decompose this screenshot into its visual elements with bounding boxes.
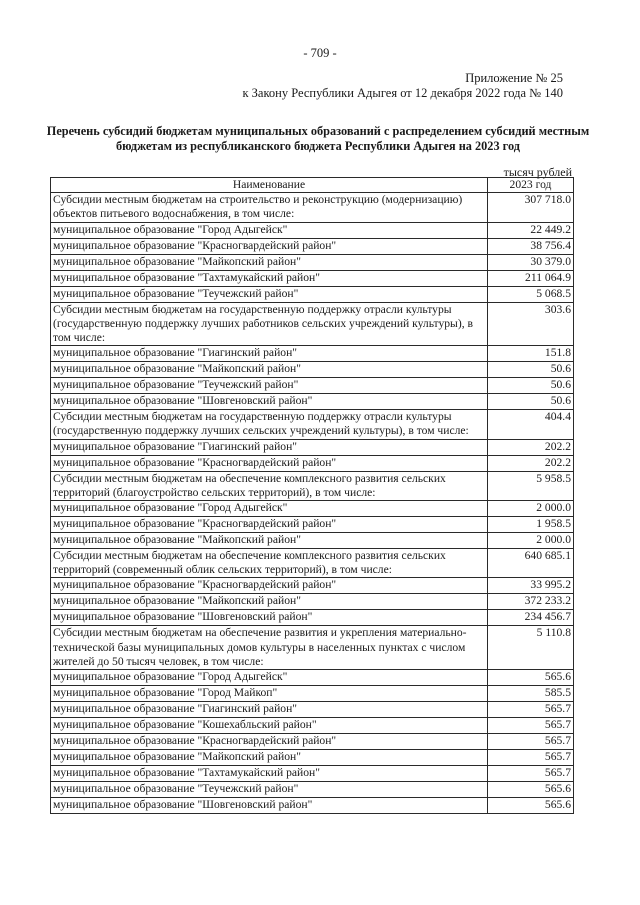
row-name: муниципальное образование "Майкопский район" [51, 533, 488, 549]
row-name: муниципальное образование "Город Адыгейск" [51, 670, 488, 686]
row-name: муниципальное образование "Шовгеновский район" [51, 798, 488, 814]
table-row [51, 410, 574, 439]
table-row [51, 270, 574, 286]
table-row [51, 254, 574, 270]
row-value: 50.6 [488, 378, 574, 394]
unit-label: тысяч рублей [503, 165, 572, 179]
table-row [51, 670, 574, 686]
row-name: муниципальное образование "Шовгеновский район" [51, 394, 488, 410]
table-row [51, 286, 574, 302]
row-value: 565.7 [488, 750, 574, 766]
row-value: 211 064.9 [488, 270, 574, 286]
row-name: муниципальное образование "Тахтамукайский район" [51, 766, 488, 782]
row-name: Субсидии местным бюджетам на обеспечение комплексного развития сельских территорий (современный облик сельских территорий), в том числе: [51, 549, 488, 578]
row-value: 565.6 [488, 798, 574, 814]
table-body [51, 193, 574, 814]
row-name: муниципальное образование "Гиагинский район" [51, 702, 488, 718]
row-name: Субсидии местным бюджетам на государственную поддержку отрасли культуры (государственную поддержку лучших работников сельских учреждений культуры), в том числе: [51, 302, 488, 346]
table-row [51, 594, 574, 610]
row-name: муниципальное образование "Город Адыгейск" [51, 501, 488, 517]
row-value: 640 685.1 [488, 549, 574, 578]
row-value: 372 233.2 [488, 594, 574, 610]
row-value: 565.7 [488, 766, 574, 782]
row-name: муниципальное образование "Тахтамукайский район" [51, 270, 488, 286]
row-value: 202.2 [488, 439, 574, 455]
row-value: 5 110.8 [488, 626, 574, 670]
row-value: 22 449.2 [488, 222, 574, 238]
row-name: муниципальное образование "Красногвардейский район" [51, 238, 488, 254]
column-header-name: Наименование [51, 178, 488, 193]
row-name: муниципальное образование "Шовгеновский район" [51, 610, 488, 626]
document-title: Перечень субсидий бюджетам муниципальных образований с распределением субсидий местным бюджетам из республиканского бюджета Республики Адыгея на 2023 год [46, 124, 590, 153]
row-value: 38 756.4 [488, 238, 574, 254]
row-name: муниципальное образование "Майкопский район" [51, 594, 488, 610]
row-value: 565.6 [488, 782, 574, 798]
row-value: 50.6 [488, 394, 574, 410]
row-value: 151.8 [488, 346, 574, 362]
table-row [51, 549, 574, 578]
row-value: 5 958.5 [488, 471, 574, 500]
table-row [51, 193, 574, 222]
subsidy-table [50, 177, 574, 814]
table-row [51, 378, 574, 394]
row-name: муниципальное образование "Красногвардейский район" [51, 455, 488, 471]
row-value: 565.6 [488, 670, 574, 686]
row-value: 202.2 [488, 455, 574, 471]
row-value: 30 379.0 [488, 254, 574, 270]
table-row [51, 750, 574, 766]
row-name: Субсидии местным бюджетам на строительство и реконструкцию (модернизацию) объектов питьевого водоснабжения, в том числе: [51, 193, 488, 222]
row-value: 565.7 [488, 734, 574, 750]
table-row [51, 578, 574, 594]
row-value: 565.7 [488, 702, 574, 718]
table-row [51, 302, 574, 346]
table-row [51, 238, 574, 254]
row-name: муниципальное образование "Красногвардейский район" [51, 734, 488, 750]
table-row [51, 394, 574, 410]
row-value: 33 995.2 [488, 578, 574, 594]
row-name: муниципальное образование "Майкопский район" [51, 254, 488, 270]
row-name: муниципальное образование "Красногвардейский район" [51, 517, 488, 533]
table-row [51, 782, 574, 798]
table-row [51, 455, 574, 471]
row-value: 303.6 [488, 302, 574, 346]
row-name: муниципальное образование "Город Майкоп" [51, 686, 488, 702]
table-row [51, 222, 574, 238]
row-value: 1 958.5 [488, 517, 574, 533]
table-row [51, 346, 574, 362]
row-name: муниципальное образование "Кошехабльский район" [51, 718, 488, 734]
row-name: муниципальное образование "Майкопский район" [51, 750, 488, 766]
page-number: - 709 - [303, 46, 337, 60]
row-value: 234 456.7 [488, 610, 574, 626]
row-name: Субсидии местным бюджетам на обеспечение комплексного развития сельских территорий (благоустройство сельских территорий), в том числе: [51, 471, 488, 500]
table-row [51, 517, 574, 533]
table-row [51, 718, 574, 734]
appendix-label: Приложение № 25 [465, 71, 563, 85]
row-name: муниципальное образование "Майкопский район" [51, 362, 488, 378]
table-row [51, 362, 574, 378]
table-row [51, 533, 574, 549]
column-header-year: 2023 год [488, 178, 574, 193]
table-row [51, 626, 574, 670]
row-name: муниципальное образование "Теучежский район" [51, 782, 488, 798]
row-value: 404.4 [488, 410, 574, 439]
row-name: Субсидии местным бюджетам на обеспечение развития и укрепления материально-технической базы муниципальных домов культуры в населенных пунктах с числом жителей до 50 тысяч человек, в том числе: [51, 626, 488, 670]
law-reference: к Закону Республики Адыгея от 12 декабря 2022 года № 140 [242, 86, 563, 100]
row-value: 2 000.0 [488, 533, 574, 549]
row-value: 50.6 [488, 362, 574, 378]
table-row [51, 439, 574, 455]
row-name: муниципальное образование "Гиагинский район" [51, 439, 488, 455]
row-name: муниципальное образование "Город Адыгейск" [51, 222, 488, 238]
table-row [51, 766, 574, 782]
row-name: муниципальное образование "Гиагинский район" [51, 346, 488, 362]
table-row [51, 610, 574, 626]
row-name: Субсидии местным бюджетам на государственную поддержку отрасли культуры (государственную поддержку лучших сельских учреждений культуры), в том числе: [51, 410, 488, 439]
table-row [51, 734, 574, 750]
table-row [51, 686, 574, 702]
row-value: 5 068.5 [488, 286, 574, 302]
table-row [51, 702, 574, 718]
row-value: 2 000.0 [488, 501, 574, 517]
row-name: муниципальное образование "Теучежский район" [51, 378, 488, 394]
table-row [51, 471, 574, 500]
row-name: муниципальное образование "Красногвардейский район" [51, 578, 488, 594]
row-value: 565.7 [488, 718, 574, 734]
table-row [51, 798, 574, 814]
row-value: 307 718.0 [488, 193, 574, 222]
row-name: муниципальное образование "Теучежский район" [51, 286, 488, 302]
row-value: 585.5 [488, 686, 574, 702]
table-row [51, 501, 574, 517]
